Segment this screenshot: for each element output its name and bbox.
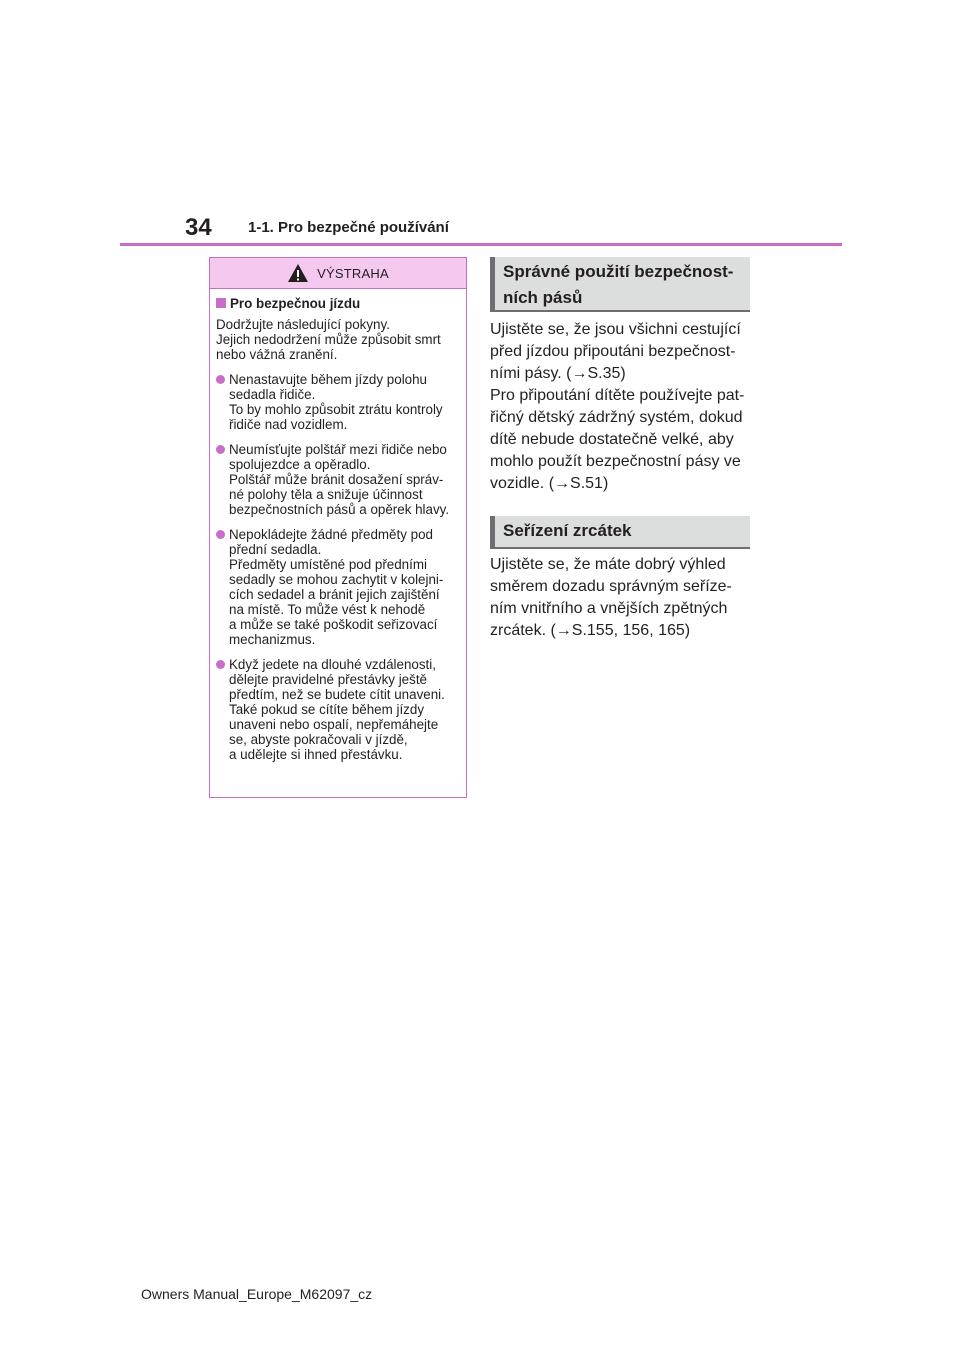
footer-text: Owners Manual_Europe_M62097_cz [141,1286,373,1302]
section-heading-mirrors: Seřízení zrcátek [490,516,750,549]
warning-title: VÝSTRAHA [317,265,389,281]
warning-body [210,289,466,762]
bullet-icon [216,375,225,384]
section-heading-seatbelts: Správné použití bezpečnost- ních pásů [490,257,750,312]
warning-box [209,257,467,798]
warning-header [210,258,466,289]
bullet-icon [216,660,225,669]
warning-item-text: Neumísťujte polštář mezi řidiče nebo spolujezdce a opěradlo. Polštář může bránit dosažení správ- né polohy těla a snižuje účinnost bezpečnostních pásů a opěrek hlavy. [229,442,450,517]
section-body-mirrors: Ujistěte se, že máte dobrý výhled směrem dozadu správným seříze- ním vnitřního a vnějších zpětných zrcátek. (→S.155, 156, 165) [490,556,732,639]
warning-subheading-text: Pro bezpečnou jízdu [230,296,361,311]
page-number: 34 [185,214,212,241]
header-rule [120,243,842,246]
section-body-seatbelts: Ujistěte se, že jsou všichni cestující před jízdou připoutáni bezpečnost- ními pásy. (→S.35) Pro připoutání dítěte používejte pat- řičný dětský zádržný systém, dokud dítě nebude dostatečně velké, aby mohlo použít bezpečnostní pásy ve vozidle. (→S.51) [490,321,745,492]
warning-item [216,657,460,762]
chapter-title: 1-1. Pro bezpečné používání [248,219,449,236]
warning-item-text: Nepokládejte žádné předměty pod přední sedadla. Předměty umístěné pod předními sedadly se mohou zachytit v kolejni- cích sedadel a bránit jejich zajištění na místě. To může vést k nehodě a může se také poškodit seřizovací mechanizmus. [229,527,444,647]
bullet-icon [216,530,225,539]
warning-intro: Dodržujte následující pokyny. Jejich nedodržení může způsobit smrt nebo vážná zranění. [216,317,441,362]
warning-item-text: Nenastavujte během jízdy polohu sedadla řidiče. To by mohlo způsobit ztrátu kontroly řidiče nad vozidlem. [229,372,443,432]
warning-item [216,372,460,432]
warning-triangle-icon [287,263,309,283]
warning-item-text: Když jedete na dlouhé vzdálenosti, dělejte pravidelné přestávky ještě předtím, než se budete cítit unaveni. Také pokud se cítíte během jízdy unaveni nebo ospalí, nepřemáhejte se, abyste pokračovali v jízdě, a udělejte si ihned přestávku. [229,657,445,762]
square-bullet-icon [216,298,226,308]
bullet-icon [216,445,225,454]
warning-subheading [216,296,460,311]
warning-item [216,442,460,517]
warning-item [216,527,460,647]
